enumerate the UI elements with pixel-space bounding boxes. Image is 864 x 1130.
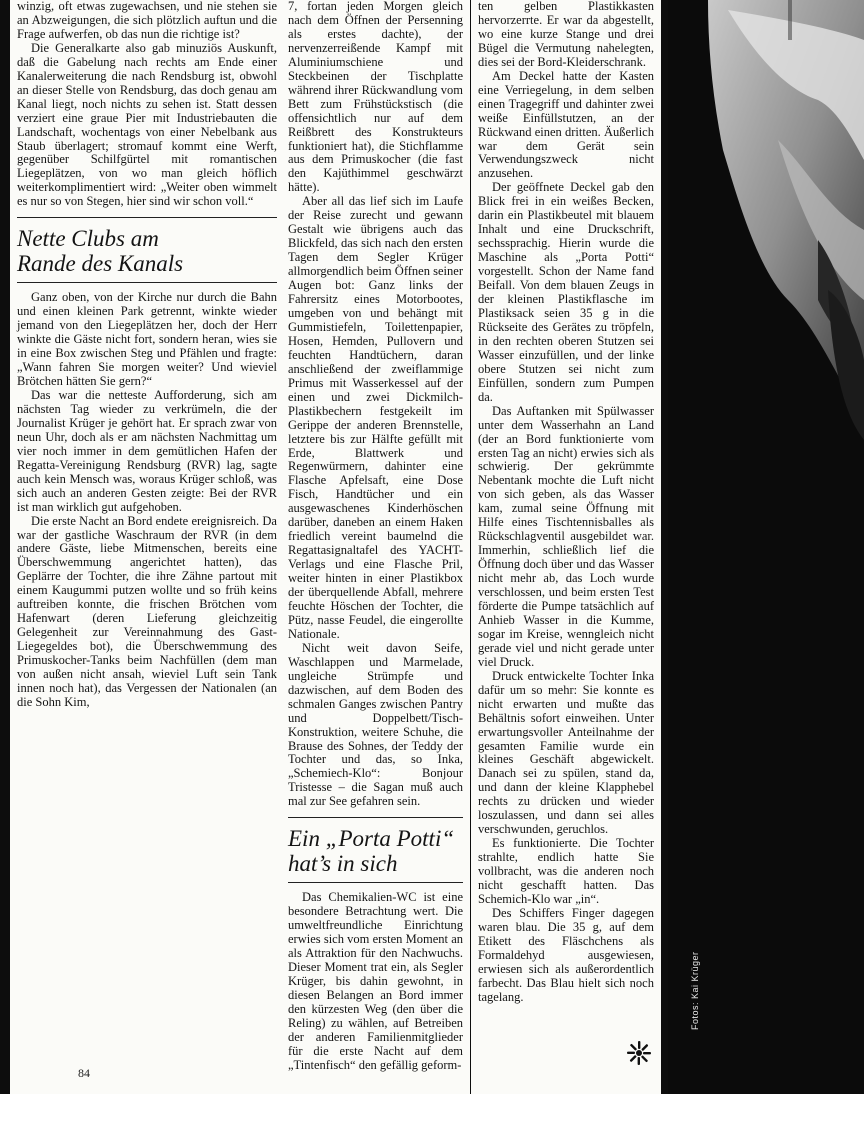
- paragraph: Aber all das lief sich im Laufe der Reise zurecht und gewann Gestalt wie übrigens auch das Blickfeld, das sich nach den ersten Tagen dem Segler Krüger allmorgendlich beim Öffnen seiner Augen bot: Ganz links der Fahrersitz eines Motorbootes, umgeben von und behängt mit Gummistiefeln, Toilettenpapier, Hosen, Hemden, Pullovern und feuchten Handtüchern, daran anschließend der zweiflammige Primus mit Wasserkessel auf der einen und zwei Dickmilch-Plastikbechern festgekeilt im Gerippe der anderen Brennstelle, letztere bis zur Hälfte gefüllt mit Erde, Blattwerk und Regenwürmern, dahinter eine Flasche Apfelsaft, eine Dose Fisch, Handtücher und ein ausgewaschenes Kinderhöschen darüber, daneben an einem Haken friedlich vereint baumelnd die Regattasignaltafel des YACHT-Verlags und eine Flasche Pril, weiter hinten in einer Plastikbox der überquellende Abfall, mehrere feuchte Höschen der Tochter, die Pütz, nasse Feudel, die eingerollte Nationale.: [288, 194, 463, 641]
- section-heading: [288, 817, 463, 883]
- text-column-1: [10, 0, 284, 1094]
- paragraph: winzig, oft etwas zugewachsen, und nie stehen sie an Abzweigungen, die sich plötzlich auftun und die Frage aufwerfen, ob das nun die richtige ist?: [17, 0, 277, 41]
- heading-line: hat’s in sich: [288, 851, 398, 877]
- paragraph: Nicht weit davon Seife, Waschlappen und Marmelade, ungleiche Strümpfe und dazwischen, auf dem Boden des schmalen Ganges zwischen Pantry und Doppelbett/Tisch-Konstruktion, weitere Schuhe, die Brause des Sohnes, der Teddy der Tochter und das, so Inka, „Schemiech-Klo“: Bonjour Tristesse – die Sagan muß auch mal zur See gefahren sein.: [288, 640, 463, 809]
- page-number: 84: [78, 1066, 90, 1080]
- heading-line: Nette Clubs am: [17, 226, 159, 252]
- heading-line: Rande des Kanals: [17, 251, 184, 277]
- paragraph: Am Deckel hatte der Kasten eine Verriegelung, in dem selben einen Tragegriff und dahinter zwei weiße Einfüllstutzen, an der Rückwand einen dritten. Äußerlich war dem Gerät sein Verwendungszweck nicht anzusehen.: [478, 68, 654, 181]
- section-heading: [17, 217, 277, 283]
- heading-line: Ein „Porta Potti“: [288, 826, 455, 852]
- paragraph: Es funktionierte. Die Tochter strahlte, endlich hatte Sie vollbracht, was die anderen noch nicht geschafft hatten. Das Schemich-Klo war „in“.: [478, 836, 654, 906]
- paragraph: Das war die netteste Aufforderung, sich am nächsten Tag wieder zu verkrümeln, die der Journalist Krüger je gehört hat. Er sprach zwar von neun Uhr, doch als er am nächsten Nachmittag um vier noch immer in dem gemütlichen Hafen der Regatta-Vereinigung Rendsburg (RVR) lag, sagte auch kein Mensch was, woraus Krüger schloß, was sich auch an anderen Gesten zeigte: Bei der RVR ist man wirklich gut aufgehoben.: [17, 387, 277, 514]
- paragraph: Des Schiffers Finger dagegen waren blau. Die 35 g, auf dem Etikett des Fläschchens als Formaldehyd ausgewiesen, erwiesen sich als außerordentlich farbecht. Das Blau hielt sich noch tagelang.: [478, 905, 654, 1004]
- paragraph: Das Auftanken mit Spülwasser unter dem Wasserhahn an Land (der an Bord funktionierte vom ersten Tag an nicht) erwies sich als schwierig. Der gekrümmte Nebentank mochte die Luft nicht von sich geben, als das Wasser kam, zumal seine Öffnung mit Hilfe eines Tischtennisballes als Rückschlagventil ausgebildet war. Immerhin, schließlich lief die Öffnung doch über und das Wasser nicht mehr ab, das Loch wurde verschlossen, und beim ersten Test förderte die Pumpe tatsächlich auf Anhieb Wasser in die Kumme, sogar im Kreise, wenngleich nicht gerade viel und nicht gerade unter viel Druck.: [478, 403, 654, 669]
- paragraph: ten gelben Plastikkasten hervorzerrte. Er war da abgestellt, wo eine kurze Stange und drei Bügel die Vermutung nahelegten, dies sei der Bord-Kleiderschrank.: [478, 0, 654, 69]
- paragraph: Die erste Nacht an Bord endete ereignisreich. Da war der gastliche Waschraum der RVR (in dem andere Gäste, liebe Mitmenschen, bereits eine Überschwemmung angerichtet hatten), das Geplärre der Tochter, die ihre Zähne partout mit einem Kaugummi putzen wollte und so früh keins auftreiben konnte, die frischen Brötchen vom Hafenwart (deren Lieferung gleichzeitig Gelegenheit zur Vereinnahmung des Gast-Liegegeldes bot), die Überschwemmung des Primuskocher-Tanks beim Nachfüllen (dem man von außen nicht ansah, wieviel Luft sein Tank innen noch hat), das Vergessen der Nationalen (an die Sohn Kim,: [17, 513, 277, 709]
- paragraph: 7, fortan jeden Morgen gleich nach dem Öffnen der Persenning als erstes dachte), der nervenzerreißende Kampf mit Aluminiumschiene und Steckbeinen der Tischplatte während ihrer Rückwandlung vom Bett zum Frühstückstisch (die offensichtlich nur auf dem Reißbrett des Konstrukteurs funktioniert hat), die Stichflamme aus dem Primuskocher (die fast den Kajüthimmel geschwärzt hätte).: [288, 0, 463, 195]
- paragraph: Druck entwickelte Tochter Inka dafür um so mehr: Sie konnte es nicht erwarten und mußte das Behältnis sofort einweihen. Unter erwartungsvoller Anteilnahme der gesamten Familie wurde ein kleines Geschäft abgewickelt. Danach sei zu spülen, stand da, und dann der kleine Klapphebel rechts zu drücken und wieder loszulassen, und dann sei alles verschwunden, geruchlos.: [478, 668, 654, 837]
- photo-credit: Fotos: Kai Krüger: [690, 951, 700, 1030]
- text-column-2: [281, 0, 470, 1094]
- paragraph: Die Generalkarte also gab minuziös Auskunft, daß die Gabelung nach rechts am Ende einer Kanalerweiterung die nach Rendsburg ist, obwohl an dieser Stelle von Rendsburg, das doch genau am Kanal liegt, noch nichts zu sehen ist. Statt dessen verziert eine graue Pier mit Industriebauten die Landschaft, wochentags von einer Nebelbank aus Staub überlagert; stromauf kommt eine Werft, gegenüber Schilfgürtel mit romantischen Liegeplätzen, von wo man gleich höflich weiterkomplimentiert wird: „Weiter oben wimmelt es nur so von Stegen, hier sind wir schon voll.“: [17, 40, 277, 209]
- text-column-3: [471, 0, 661, 1094]
- paragraph: Das Chemikalien-WC ist eine besondere Betrachtung wert. Die umweltfreundliche Einrichtung erwies sich vom ersten Moment an als Attraktion für den Nachwuchs. Dieser Moment trat ein, als Segler Krüger, bis dahin gewohnt, in diesen Belangen an Bord immer den kürzesten Weg (den über die Reling) zu wählen, auf Betreiben der anderen Familienmitglieder für die erste Nacht auf dem „Tintenfisch“ den gefällig geform-: [288, 890, 463, 1072]
- photo-sailing-scene: [668, 0, 864, 1094]
- paragraph: Ganz oben, von der Kirche nur durch die Bahn und einen kleinen Park getrennt, winkte wieder jemand von den Liegeplätzen her, doch der Herr winkte die Gäste nicht fort, sondern heran, wies sie in eine Box zwischen Steg und Pfählen und fragte: „Wann fahren Sie morgen weiter? Und wieviel Brötchen hätten Sie gern?“: [17, 290, 277, 389]
- paragraph: Der geöffnete Deckel gab den Blick frei in ein weißes Becken, darin ein Plastikbeutel mit blauem Inhalt und eine Druckschrift, sechssprachig. Hierin wurde die Maschine als „Porta Potti“ vorgestellt. Schon der Name fand Beifall. Von dem blauen Zeugs in der kleinen Plastikflasche im Plastiksack seien 35 g in die Rückseite des Gerätes zu tröpfeln, in den rechten oberen Stutzen sei Wasser einzufüllen, und der linke obere Stutzen sei nicht zum Einfüllen, sondern zum Pumpen da.: [478, 180, 654, 404]
- end-mark-icon: [626, 1040, 652, 1066]
